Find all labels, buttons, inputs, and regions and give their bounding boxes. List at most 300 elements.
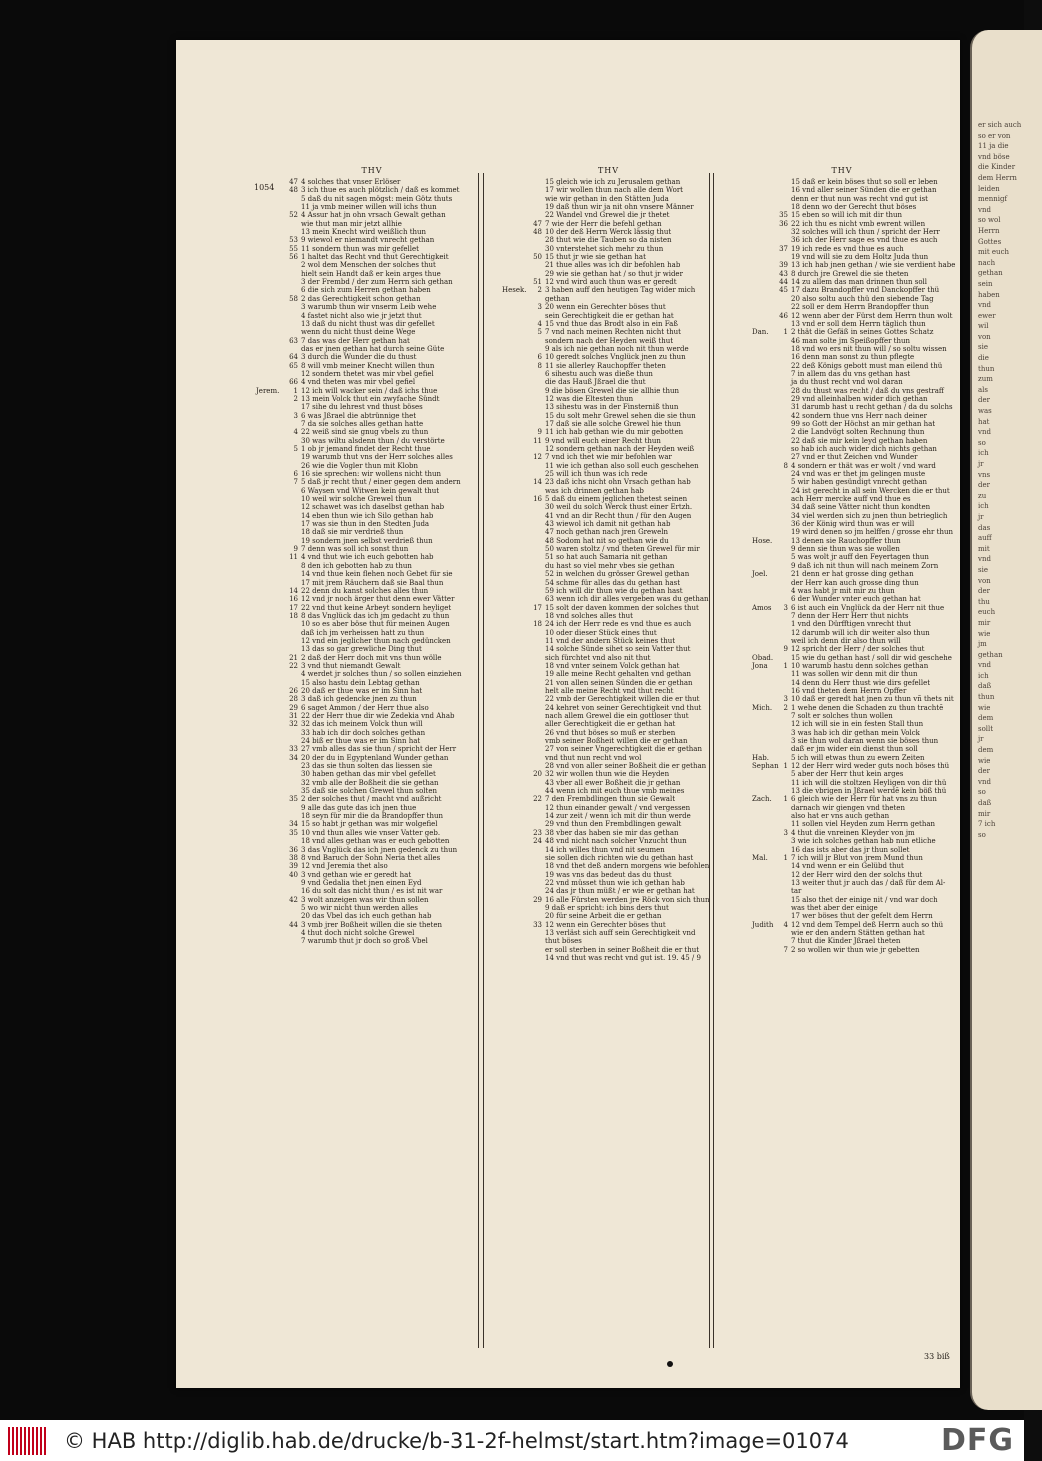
next-page-fragment: jm	[978, 640, 987, 649]
book-name	[502, 345, 528, 353]
chapter-number	[528, 203, 545, 211]
next-page-fragment: der	[978, 587, 990, 596]
next-page-fragment: jr	[978, 735, 984, 744]
entry-text: 13 weiter thut jr auch das / daß für dem Al-	[791, 878, 946, 887]
book-name	[752, 270, 774, 278]
entry-text: 54 schme für alles das du gethan hast	[545, 578, 681, 587]
chapter-number	[284, 370, 301, 378]
entry-text: 5 wo wir nicht thun werden alles	[301, 903, 418, 912]
book-name	[752, 620, 774, 628]
next-page-fragment: gethan	[978, 650, 1003, 659]
copyright-link[interactable]: © HAB http://diglib.hab.de/drucke/b-31-2f-helmst/start.htm?image=01074	[64, 1428, 849, 1453]
entry-line	[752, 437, 932, 445]
entry-text: 24 ist gerecht in all sein Wercken die er thut	[791, 486, 950, 495]
entry-text: 14 vnd thut was recht vnd gut ist. 19. 45 / 9	[545, 953, 701, 962]
book-name	[752, 912, 774, 920]
chapter-number	[528, 871, 545, 879]
next-page-fragment: wie	[978, 703, 991, 712]
book-name	[256, 612, 284, 620]
entry-line	[256, 503, 488, 511]
chapter-number: 18	[533, 620, 542, 629]
entry-text: 3 vnd gethan wie er geredt hat	[301, 870, 412, 879]
chapter-number	[528, 687, 545, 695]
entry-line	[256, 387, 488, 395]
entry-line	[256, 395, 488, 403]
book-name	[502, 587, 528, 595]
entry-text: 46 man solte jm Speißopffer thun	[791, 336, 910, 345]
entry-line	[752, 862, 932, 870]
entry-line	[502, 645, 715, 653]
book-name	[502, 754, 528, 762]
entry-line	[752, 579, 932, 587]
book-name	[752, 178, 774, 186]
next-page-fragment: daß	[978, 682, 992, 691]
chapter-number	[528, 587, 545, 595]
book-name	[256, 545, 284, 553]
entry-line	[502, 278, 715, 286]
entry-text: 5 was wolt jr auff den Feyertagen thun	[791, 553, 929, 562]
chapter-number	[774, 787, 791, 795]
entry-text: 13 sihestu was in der Finsterniß thun	[545, 403, 679, 412]
chapter-number	[774, 712, 791, 720]
entry-text: 43 wiewol ich damit nit gethan hab	[545, 520, 671, 529]
entry-line	[752, 428, 932, 436]
book-name	[502, 261, 528, 269]
entry-line	[752, 270, 932, 278]
chapter-number	[284, 879, 301, 887]
entry-text: 38 vber das haben sie mir das gethan	[545, 828, 679, 837]
entry-text: 32 vmb alle der Boßheit die sie gethan	[301, 778, 439, 787]
entry-text: 20 wenn ein Gerechter böses thut	[545, 303, 666, 312]
book-name	[256, 779, 284, 787]
chapter-number: 1	[783, 661, 788, 670]
entry-line	[256, 328, 488, 336]
chapter-number	[774, 545, 791, 553]
entry-line	[256, 236, 488, 244]
chapter-number	[528, 245, 545, 253]
book-name	[256, 846, 284, 854]
entry-line	[256, 512, 488, 520]
chapter-number: 7	[783, 945, 788, 954]
entry-text: darnach wir giengen vnd theten	[791, 803, 905, 812]
book-name	[256, 478, 284, 486]
book-name	[256, 261, 284, 269]
entry-line	[752, 703, 944, 712]
chapter-number: 40	[289, 870, 298, 879]
entry-text: 11 sollen viel Heyden zum Herrn gethan	[791, 820, 936, 829]
book-name	[502, 879, 528, 887]
chapter-number: 42	[289, 895, 298, 904]
entry-text: 15 vnd thue das Brodt also in ein Faß	[545, 319, 678, 328]
entry-line	[502, 570, 715, 578]
book-name	[502, 403, 528, 411]
chapter-number: 44	[779, 278, 788, 287]
entry-line	[752, 603, 945, 612]
entry-text: 1 wehe denen die Schaden zu thun trachtē	[791, 703, 944, 712]
entry-text: 20 der du in Egyptenland Wunder gethan	[301, 753, 449, 762]
entry-text: 12 vnd dem Tempel deß Herrn auch so thü	[791, 920, 944, 929]
entry-line	[256, 437, 488, 445]
chapter-number	[774, 528, 791, 536]
column-heading: THV	[361, 166, 383, 175]
entry-text: 21 denn er hat grosse ding gethan	[791, 570, 914, 579]
next-page-fragment: dem	[978, 746, 994, 755]
entry-text: 22 der Herr thue dir wie Zedekia vnd Ahab	[301, 712, 455, 720]
entry-line	[752, 486, 950, 495]
chapter-number	[774, 178, 791, 186]
entry-line	[502, 261, 715, 269]
book-name	[256, 937, 284, 945]
entry-text: 24 ich der Herr rede es vnd thue es auch	[545, 620, 692, 629]
book-name	[256, 770, 284, 778]
entry-line	[256, 228, 488, 236]
book-name	[752, 362, 774, 370]
next-page-fragment: dem	[978, 714, 994, 723]
chapter-number	[528, 670, 545, 678]
chapter-number	[774, 846, 791, 854]
entry-text: 32 wir wollen thun wie die Heyden	[545, 770, 670, 779]
entry-line	[752, 178, 938, 186]
chapter-number	[528, 487, 545, 495]
entry-text: 2 so wollen wir thun wie jr gebetten	[791, 945, 920, 954]
entry-text: 22 deß Königs gebott must man eilend thü	[791, 361, 943, 370]
entry-line	[256, 261, 488, 269]
entry-text: 48 Sodom hat nit so gethan wie du	[545, 536, 669, 545]
chapter-number: 31	[289, 712, 298, 720]
entry-line	[502, 820, 715, 828]
entry-line	[502, 737, 715, 745]
book-name	[752, 320, 774, 328]
book-name	[752, 787, 774, 795]
entry-line	[752, 846, 932, 854]
chapter-number	[774, 236, 791, 244]
chapter-number	[528, 745, 545, 753]
book-name: Hesek.	[502, 286, 527, 295]
entry-line	[502, 912, 715, 920]
next-page-fragment: auff	[978, 534, 992, 543]
book-name	[502, 211, 528, 219]
entry-text: 5 daß du einem jeglichen thetest seinen	[545, 495, 688, 504]
chapter-number	[528, 403, 545, 411]
entry-line	[256, 378, 488, 386]
entry-text: 22 ich thu es nicht vmb ewrent willen	[791, 219, 926, 228]
chapter-number	[528, 695, 545, 703]
entry-line	[752, 186, 937, 195]
entry-text: 24 biß er thue was er im Sinn hat	[301, 737, 421, 746]
chapter-number	[528, 904, 545, 912]
chapter-number	[774, 553, 791, 561]
entry-text: 50 waren stoltz / vnd theten Grewel für mir	[545, 545, 700, 554]
next-page-fragment: so er von	[978, 131, 1011, 140]
chapter-number: 46	[779, 311, 788, 320]
chapter-number	[284, 520, 301, 528]
column-heading: THV	[597, 166, 620, 175]
entry-line	[502, 545, 715, 553]
entry-text: 13 das so gar grewliche Ding thut	[301, 645, 422, 654]
book-name: Mich.	[752, 703, 773, 712]
entry-text: 3 daß ich gedencke jnen zu thun	[301, 695, 417, 704]
entry-line	[752, 712, 932, 720]
entry-line	[752, 662, 932, 670]
chapter-number	[284, 437, 301, 445]
entry-text: 11 sie allerley Rauchopffer theten	[545, 361, 666, 370]
book-name	[502, 395, 528, 403]
entry-text: 26 vnd thut böses so muß er sterben	[545, 728, 676, 737]
entry-text: 4 Assur hat jn ohn vrsach Gewalt gethan	[301, 211, 446, 220]
book-name	[256, 295, 284, 303]
book-name	[256, 879, 284, 887]
chapter-number	[774, 562, 791, 570]
entry-line	[502, 286, 715, 294]
entry-text: 7 wie der Herr die befehl gethan	[545, 219, 662, 228]
book-name	[752, 562, 774, 570]
chapter-number	[774, 887, 791, 895]
entry-text: sich fürchtet vnd also nit thut	[545, 653, 651, 662]
book-name	[752, 378, 774, 386]
chapter-number	[528, 195, 545, 203]
chapter-number	[528, 420, 545, 428]
chapter-number	[774, 337, 791, 345]
book-name	[752, 437, 774, 445]
entry-text: 12 thun einander gewalt / vnd vergessen	[545, 803, 691, 812]
book-name	[256, 921, 284, 929]
entry-line	[752, 820, 936, 829]
entry-text: 6 die sich zum Herren gethan haben	[301, 286, 431, 295]
book-name	[256, 362, 284, 370]
book-name	[502, 520, 528, 528]
entry-text: was ich drinnen gethan hab	[545, 486, 644, 495]
entry-line	[752, 904, 932, 912]
chapter-number	[774, 203, 791, 211]
entry-line	[502, 921, 715, 929]
entry-line	[752, 286, 940, 295]
book-name	[502, 579, 528, 587]
next-page-fragment: vnd böse	[978, 152, 1010, 161]
entry-text: 15 so habt jr gethan was mir wolgefiel	[301, 820, 438, 829]
chapter-number	[528, 570, 545, 578]
entry-line	[256, 186, 488, 194]
chapter-number: 5	[293, 445, 298, 453]
book-name	[502, 929, 528, 937]
chapter-number	[284, 579, 301, 587]
book-name	[752, 345, 774, 353]
book-name	[502, 387, 528, 395]
book-name: Dan.	[752, 328, 769, 337]
entry-text: 6 sihestu auch was dieße thun	[545, 369, 653, 378]
book-name	[256, 820, 284, 828]
entry-text: 4 thut die vnreinen Kleyder von jm	[791, 828, 915, 837]
entry-text: 19 was vns das bedeut das du thust	[545, 870, 672, 879]
entry-line	[256, 770, 488, 778]
chapter-number	[774, 395, 791, 403]
chapter-number	[528, 754, 545, 762]
chapter-number	[284, 220, 301, 228]
entry-text: 22 vnd müsset thun wie ich gethan hab	[545, 878, 685, 887]
entry-text: 17 wer böses thut der gefelt dem Herrn	[791, 912, 933, 921]
entry-line	[502, 378, 715, 386]
chapter-number	[528, 654, 545, 662]
book-name	[502, 712, 528, 720]
entry-line	[256, 520, 488, 528]
book-name	[752, 745, 774, 753]
entry-line	[256, 912, 488, 920]
chapter-number	[774, 303, 791, 311]
next-page-fragment: zum	[978, 375, 993, 384]
book-name	[256, 812, 284, 820]
entry-text: das er jnen gethan hat durch seine Güte	[301, 344, 445, 353]
chapter-number	[528, 779, 545, 787]
entry-line	[752, 445, 937, 453]
next-page-fragment: von	[978, 332, 991, 341]
entry-line	[256, 629, 488, 637]
book-name	[256, 487, 284, 495]
entry-line	[256, 595, 488, 603]
entry-line	[752, 303, 932, 311]
entry-line	[256, 687, 488, 695]
entry-line	[502, 687, 715, 695]
book-name	[752, 871, 774, 879]
book-name	[256, 278, 284, 286]
chapter-number: 9	[783, 645, 788, 654]
entry-text: 59 ich will dir thun wie du gethan hast	[545, 586, 683, 595]
chapter-number: 37	[779, 244, 788, 253]
entry-line	[752, 419, 936, 428]
entry-line	[502, 220, 715, 228]
book-name	[256, 462, 284, 470]
chapter-number: 11	[289, 553, 298, 562]
chapter-number	[528, 370, 545, 378]
entry-text: 14 eben thun wie ich Silo gethan hab	[301, 511, 434, 520]
entry-line	[256, 670, 488, 678]
entry-text: 36 ich der Herr sage es vnd thue es auch	[791, 236, 938, 245]
book-name: Mal.	[752, 853, 768, 862]
book-name	[502, 337, 528, 345]
chapter-number: 55	[289, 244, 298, 253]
book-name	[502, 553, 528, 561]
book-name	[256, 587, 284, 595]
chapter-number: 35	[779, 211, 788, 220]
book-name	[752, 720, 774, 728]
entry-text: 19 ich rede es vnd thue es auch	[791, 244, 904, 253]
entry-text: wie wir gethan in den Stätten Juda	[545, 194, 669, 203]
chapter-number	[284, 303, 301, 311]
entry-line	[752, 337, 932, 345]
entry-text: der Herr kan auch grosse ding thun	[791, 578, 919, 587]
entry-text: 42 sondern thue vns Herr nach deiner	[791, 411, 927, 420]
book-name	[502, 228, 528, 236]
next-page-fragment: jr	[978, 512, 984, 521]
book-name	[752, 612, 774, 620]
entry-text: 13 die vbrigen in Jßrael werdē kein böß thü	[791, 787, 947, 796]
book-name	[502, 779, 528, 787]
book-name	[502, 370, 528, 378]
book-name	[256, 553, 284, 561]
book-name: Jerem.	[256, 386, 280, 395]
chapter-number: 9	[537, 428, 542, 437]
next-page-fragment: die Kinder	[978, 163, 1016, 172]
chapter-number: 11	[533, 436, 542, 445]
book-name	[752, 812, 774, 820]
entry-line	[502, 412, 715, 420]
entry-line	[502, 879, 715, 887]
entry-line	[502, 862, 715, 870]
chapter-number	[774, 837, 791, 845]
chapter-number: 2	[293, 394, 298, 403]
chapter-number: 21	[289, 653, 298, 662]
entry-line	[256, 178, 488, 186]
entry-line	[256, 203, 488, 211]
book-name	[752, 629, 774, 637]
entry-line	[502, 403, 715, 411]
book-name	[752, 670, 774, 678]
entry-line	[502, 537, 715, 545]
entry-line	[502, 236, 715, 244]
book-name	[256, 253, 284, 261]
book-name	[502, 453, 528, 461]
chapter-number	[284, 779, 301, 787]
chapter-number	[774, 512, 791, 520]
chapter-number	[774, 412, 791, 420]
entry-line	[256, 620, 488, 628]
entry-line	[752, 778, 947, 787]
entry-line	[752, 478, 932, 486]
chapter-number	[528, 337, 545, 345]
book-name	[256, 787, 284, 795]
chapter-number	[774, 896, 791, 904]
chapter-number: 6	[537, 353, 542, 362]
book-name	[256, 637, 284, 645]
entry-text: 4 sondern er thät was er wolt / vnd ward	[791, 461, 936, 470]
entry-line	[502, 762, 715, 770]
chapter-number	[284, 837, 301, 845]
chapter-number: 2	[783, 703, 788, 712]
book-name	[256, 595, 284, 603]
entry-text: 9 die bösen Grewel die sie allhie thun	[545, 386, 679, 395]
book-name: Hab.	[752, 753, 769, 762]
entry-text: 3 ich thue es auch plötzlich / daß es kommet	[301, 186, 460, 195]
book-name	[502, 612, 528, 620]
chapter-number: 33	[289, 745, 298, 754]
book-name	[502, 729, 528, 737]
chapter-number: 22	[533, 795, 542, 804]
next-page-fragment: haben	[978, 290, 1000, 299]
chapter-number	[528, 937, 545, 945]
book-name	[752, 370, 774, 378]
next-page-fragment: thun	[978, 364, 995, 373]
chapter-number: 4	[537, 319, 542, 328]
wdb-logo-icon	[8, 1425, 52, 1457]
entry-line	[752, 261, 956, 270]
entry-text: daß ich jm verheissen hatt zu thun	[301, 628, 425, 637]
book-name	[256, 211, 284, 219]
entry-text: 1 ob jr jemand findet der Recht thue	[301, 445, 431, 453]
book-name	[256, 245, 284, 253]
chapter-number: 3	[783, 603, 788, 612]
next-page-text	[972, 30, 1042, 840]
book-name	[256, 929, 284, 937]
entry-text: 17 sihe du lehrest vnd thust böses	[301, 403, 423, 412]
book-name	[502, 487, 528, 495]
entry-text: 12 spricht der Herr / der solches thut	[791, 645, 925, 654]
chapter-number	[528, 178, 545, 186]
entry-text: 22 denn du kanst solches alles thun	[301, 586, 429, 595]
chapter-number	[774, 670, 791, 678]
chapter-number: 56	[289, 253, 298, 262]
chapter-number	[528, 261, 545, 269]
entry-text: 3 durch die Wunder die du thust	[301, 353, 417, 362]
book-name	[502, 236, 528, 244]
entry-line	[502, 178, 715, 186]
